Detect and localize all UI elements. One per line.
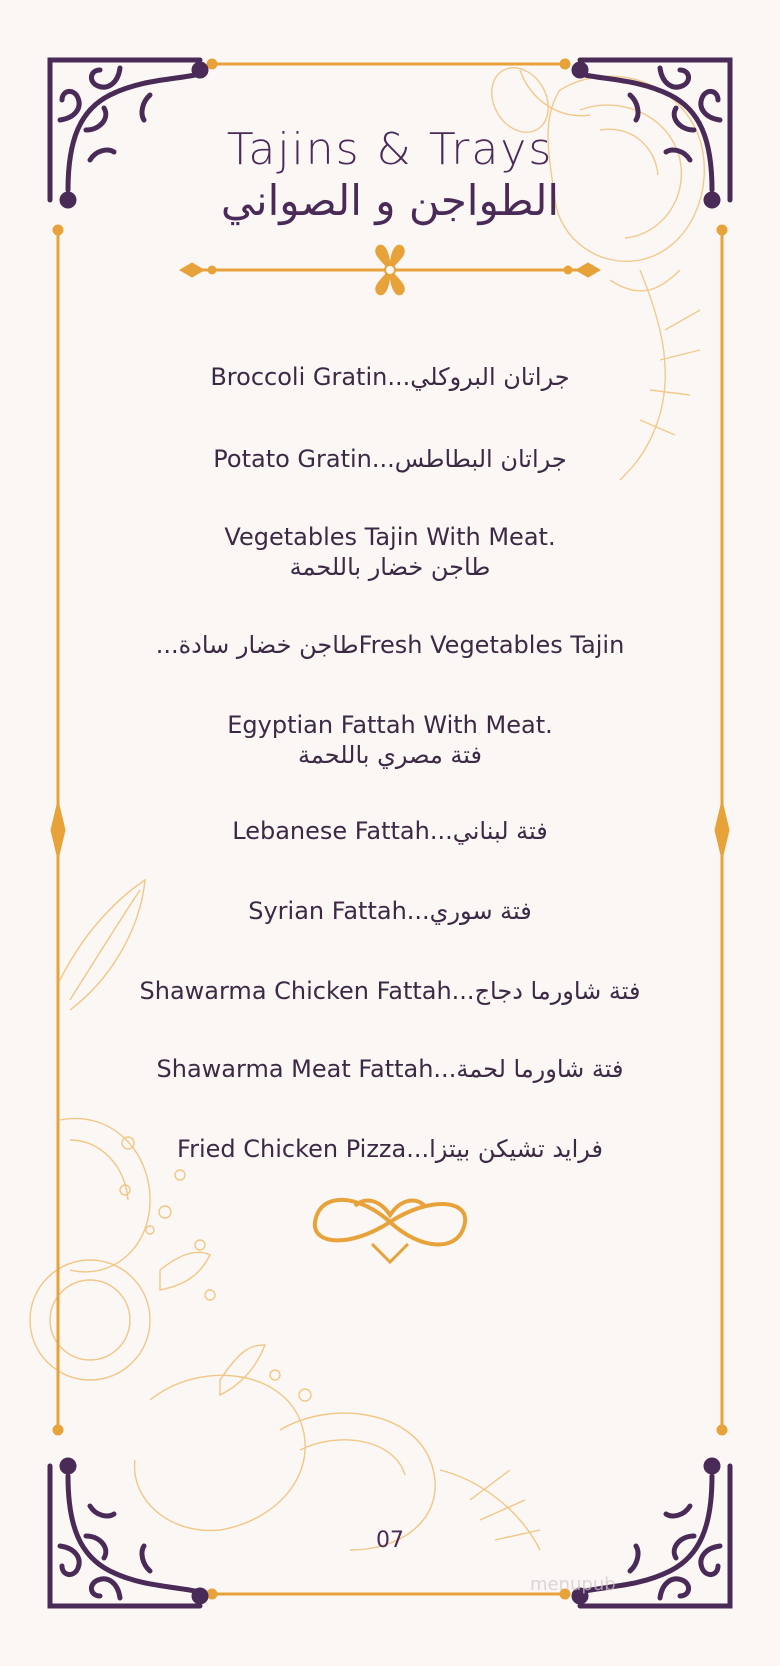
menu-item-name-en: Shawarma Chicken Fattah... xyxy=(139,977,475,1005)
menu-item-name-en: Syrian Fattah... xyxy=(248,897,430,925)
corner-ornament-bottom-left xyxy=(50,1460,206,1606)
menu-item-name-ar: جراتان البروكلي xyxy=(410,363,570,391)
menu-item-potato-gratin xyxy=(80,444,700,474)
page-title-english: Tajins & Trays xyxy=(226,124,554,175)
menu-item-name-en: Fresh Vegetables Tajin xyxy=(358,631,625,659)
menu-item-name-ar: فتة شاورما لحمة xyxy=(456,1055,624,1083)
watermark: menupub xyxy=(530,1574,616,1595)
menu-item-shawarma-meat-fattah xyxy=(80,1054,700,1084)
menu-item-name-en: Shawarma Meat Fattah... xyxy=(156,1055,457,1083)
title-divider xyxy=(180,245,600,295)
bottom-ornament xyxy=(315,1200,465,1262)
menu-item-name-ar: فتة لبناني xyxy=(452,817,548,845)
menu-item-name-ar: طاجن خضار باللحمة xyxy=(289,553,491,581)
menu-item-name-ar: فتة سوري xyxy=(429,897,532,925)
page-number: 07 xyxy=(376,1528,404,1553)
menu-item-name-ar: فتة شاورما دجاج xyxy=(474,977,641,1005)
menu-item-name-en: Egyptian Fattah With Meat. xyxy=(227,711,553,739)
menu-item-name-en: Broccoli Gratin... xyxy=(210,363,411,391)
menu-item-name-ar: فتة مصري باللحمة xyxy=(297,741,483,769)
menu-item-name-ar: فرايد تشيكن بيتزا xyxy=(429,1135,603,1163)
menu-item-lebanese-fattah xyxy=(80,816,700,846)
menu-item-syrian-fattah xyxy=(80,896,700,926)
menu-item-name-en: Vegetables Tajin With Meat. xyxy=(224,523,556,551)
menu-item-vegetables-tajin-meat xyxy=(80,522,700,582)
menu-item-name-en: Potato Gratin... xyxy=(213,445,395,473)
menu-item-name-en: Fried Chicken Pizza... xyxy=(177,1135,430,1163)
menu-item-shawarma-chicken-fattah xyxy=(80,976,700,1006)
menu-item-name-ar: جراتان البطاطس xyxy=(394,445,567,473)
menu-item-fresh-vegetables-tajin xyxy=(80,630,700,660)
menu-item-broccoli-gratin xyxy=(80,362,700,392)
menu-item-fried-chicken-pizza xyxy=(80,1134,700,1164)
menu-item-name-en: Lebanese Fattah... xyxy=(232,817,453,845)
menu-item-egyptian-fattah-meat xyxy=(80,710,700,770)
menu-item-name-ar: طاجن خضار سادة... xyxy=(155,631,359,659)
page-title-arabic: الطواجن و الصواني xyxy=(220,176,560,225)
